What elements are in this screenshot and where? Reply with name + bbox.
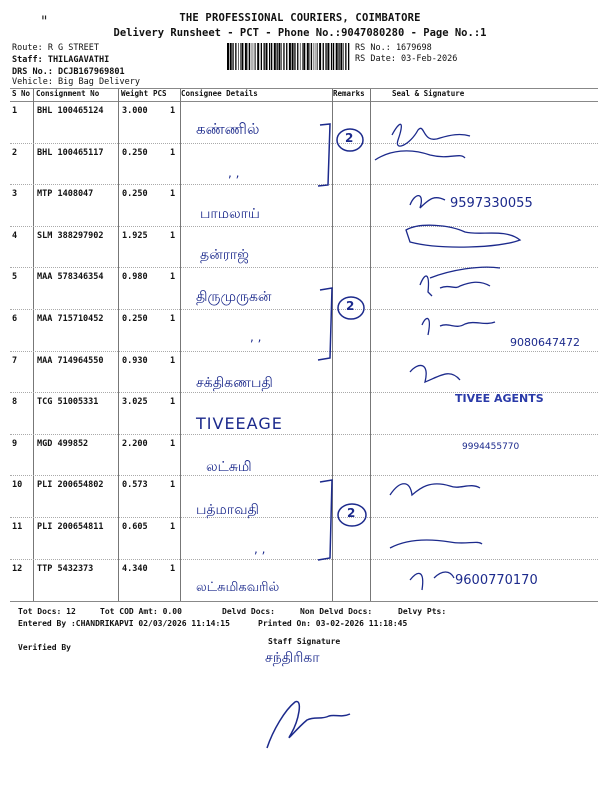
drs-label: DRS No.: DCJB167969801 [12,67,125,77]
company-title: THE PROFESSIONAL COURIERS, COIMBATORE [179,12,421,24]
vehicle-label: Vehicle: Big Bag Delivery [12,77,140,87]
row-consignment: SLM 388297902 [37,230,104,241]
row-consignment: MTP 1408047 [37,189,94,200]
row-pcs: 1 [170,230,176,241]
non-delvd-docs: Non Delvd Docs: [300,607,373,616]
row-weight: 3.000 [122,106,148,116]
runsheet-subtitle: Delivery Runsheet - PCT - Phone No.:9047080280 - Page No.:1 [113,27,487,39]
row-sno: 10 [12,480,23,491]
row-consignment: MGD 499852 [37,438,89,449]
consignee-hand-10: பத்மாவதி [196,502,259,518]
row-sno: 11 [12,522,23,532]
route-label: Route: R G STREET [12,43,99,53]
tot-docs: Tot Docs: 12 [18,607,76,616]
col-pcs: PCS [153,89,167,98]
corner-mark: " [40,14,49,30]
row-pcs: 1 [170,522,176,532]
row-weight: 0.250 [122,147,148,158]
signature-phone-2: 9080647472 [510,336,580,349]
staff-signature-drawing [255,690,365,760]
rs-date-label: RS Date: 03-Feb-2026 [355,54,458,64]
row-pcs: 1 [170,480,176,491]
row-sno: 12 [12,563,23,574]
row-sno: 4 [12,230,18,241]
col-consignment: Consignment No [36,89,100,98]
row-consignment: MAA 715710452 [37,314,104,324]
staff-sign-name: சந்திரிகா [265,650,320,666]
remarks-brackets [300,110,380,580]
row-sno: 7 [12,355,18,366]
row-sno: 6 [12,314,18,324]
consignee-hand-5: திருமுருகன் [196,289,272,305]
row-pcs: 1 [170,189,176,200]
consignee-hand-3: பாமலாய் [200,206,260,222]
signature-phone-4: 9600770170 [455,573,538,588]
consignee-hand-1: கண்ணில் [196,120,260,138]
row-sno: 8 [12,397,18,408]
row-pcs: 1 [170,355,176,366]
row-consignment: BHL 100465124 [37,106,104,116]
rs-no-label: RS No.: 1679698 [355,43,432,53]
row-pcs: 1 [170,272,176,283]
consignee-hand-6: , , [250,330,262,344]
row-pcs: 1 [170,397,176,408]
row-consignment: MAA 714964550 [37,355,104,366]
row-sno: 9 [12,438,18,449]
table-bottom-line [10,601,598,602]
col-seal-signature: Seal & Signature [392,89,465,98]
row-pcs: 1 [170,106,176,116]
entered-by: Entered By :CHANDRIKAPVI 02/03/2026 11:14:15 [18,619,230,628]
signatures-drawing [370,100,598,600]
row-sno: 1 [12,106,18,116]
row-weight: 3.025 [122,397,148,408]
remark-2: 2 [346,299,355,313]
row-pcs: 1 [170,314,176,324]
row-consignment: TCG 51005331 [37,397,99,408]
table-top-line [10,88,598,89]
row-pcs: 1 [170,438,176,449]
consignee-hand-9: லட்சுமி [206,459,252,475]
signature-phone-1: 9597330055 [450,196,533,211]
staff-label: Staff: THILAGAVATHI [12,55,110,65]
printed-on: Printed On: 03-02-2026 11:18:45 [258,619,408,628]
col-sno: S No [12,89,31,98]
signature-phone-3: 9994455770 [462,442,520,452]
delvd-docs: Delvd Docs: [222,607,275,616]
row-weight: 0.250 [122,189,148,200]
row-sno: 2 [12,147,18,158]
remark-3: 2 [347,506,356,520]
consignee-hand-4: தன்ராஜ் [200,247,249,263]
remark-1: 2 [345,131,354,145]
row-weight: 0.930 [122,355,148,366]
row-consignment: TTP 5432373 [37,563,94,574]
consignee-hand-2: , , [228,166,240,180]
col-consignee: Consignee Details [181,89,258,98]
row-weight: 0.250 [122,314,148,324]
tot-cod-amt: Tot COD Amt: 0.00 [100,607,182,616]
staff-signature-label: Staff Signature [268,637,341,646]
row-sno: 3 [12,189,18,200]
verified-by-label: Verified By [18,643,71,652]
consignee-hand-12: லட்சுமிகவரில் [196,580,280,595]
row-weight: 1.925 [122,230,148,241]
row-sno: 5 [12,272,18,283]
delvy-pts: Delvy Pts: [398,607,447,616]
row-consignment: PLI 200654811 [37,522,104,532]
row-weight: 0.980 [122,272,148,283]
row-weight: 2.200 [122,438,148,449]
row-consignment: BHL 100465117 [37,147,104,158]
row-weight: 0.573 [122,480,148,491]
barcode [227,43,350,70]
row-pcs: 1 [170,147,176,158]
consignee-hand-7: சக்திகணபதி [196,375,273,391]
row-consignment: PLI 200654802 [37,480,104,491]
tivee-stamp: TIVEE AGENTS [455,392,544,405]
row-weight: 4.340 [122,563,148,574]
row-consignment: MAA 578346354 [37,272,104,283]
consignee-hand-8: TIVEEAGE [196,414,283,433]
consignee-hand-11: , , [254,542,266,556]
col-weight: Weight [121,89,149,98]
row-pcs: 1 [170,563,176,574]
row-weight: 0.605 [122,522,148,532]
col-remarks: Remarks [333,89,365,98]
